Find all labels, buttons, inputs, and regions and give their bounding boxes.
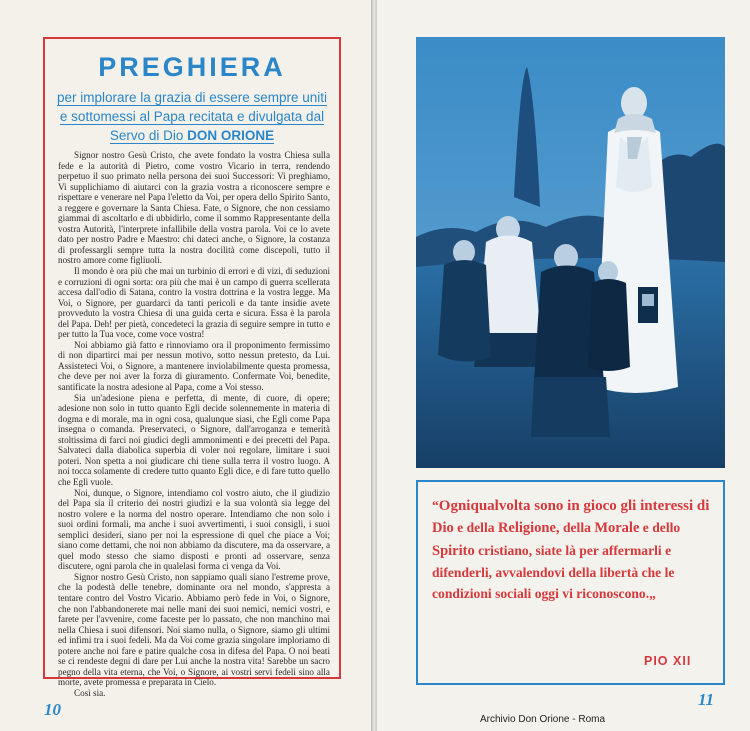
quote-segment: Morale (594, 520, 640, 537)
page-number-right: 11 (698, 690, 715, 709)
quote-open-mark: “ (432, 498, 439, 513)
prayer-paragraph: Signor nostro Gesù Cristo, non sappiamo quali siano l'estreme prove, che la podestà delle tenebre, dominante ora nel mondo, s'appresta a tentare contro del Vostro Vicario. Abbiamo però fede in Voi, o Signore, che non l'abbandonerete mai nelle mani dei suoi nemici, nemici vostri, e farete per l'avvenire, come faceste per lo passato, che non manchino mai nella Chiesa i suoi difensori. Noi siamo nulla, o Signore, siamo gli ultimi ed infimi tra i suoi fedeli. Ma da Voi come grazia singolare imploriamo di potere anche noi fare e patire qualche cosa in difesa del Papa. O noi beati se ci rendeste degni di dare per Lui anche la nostra vita! Sarebbe un sacro pegno della vita eterna, che Voi, o Signore, ai vostri servi fedeli sino alla morte, avete promessa e preparata in Cielo. (58, 571, 330, 688)
subtitle-line-3-prefix: Servo di Dio (109, 128, 188, 143)
quote-segment: e della (453, 520, 498, 536)
quote-segment: e dello (639, 520, 681, 536)
pius-xii-quote (432, 495, 717, 604)
prayer-paragraph: Noi, dunque, o Signore, intendiamo col vostro aiuto, che il giudizio del Papa sia il criterio dei nostri giudizi e la sua volontà sia legge del nostro volere e la norma del nostro operare. Intendiamo che non solo i suoi ordini formali, ma anche i suoi avvertimenti, i suoi consigli, i suoi semplici desideri, siano per noi la espressione di quel che piace a Voi; siano come dettami, che noi non abbiamo da discutere, ma da osservare, a quel modo stesso che siamo disposti e pronti ad osservare, senza discutere, ogni parola che in qualelasi forma ci venga da Voi. (58, 487, 330, 572)
prayer-title: PREGHIERA (98, 52, 286, 82)
subtitle-don-orione: DON ORIONE (187, 128, 275, 143)
pope-photo (416, 37, 725, 468)
quote-segment: Dio (432, 520, 454, 537)
archive-watermark: Archivio Don Orione - Roma (480, 714, 606, 725)
quote-segment: Spirito (432, 542, 475, 559)
quote-segment: Ogniqualvolta sono in gioco gli interessi di (438, 498, 710, 514)
prayer-text (58, 150, 330, 698)
prayer-closing: Così sia. (74, 687, 106, 698)
subtitle-line-1: per implorare la grazia di essere sempre uniti (56, 90, 328, 105)
quote-author: PIO XII (644, 654, 692, 668)
quote-segment: della (559, 520, 595, 536)
prayer-paragraph: Signor nostro Gesù Cristo, che avete fondato la vostra Chiesa sulla fede e la autorità di Pietro, come vostro Vicario in terra, rendendo perpetuo il suo primato nella persona dei suoi Successori: Vi preghiamo, Vi supplichiamo di aiutarci con la grazia vostra a riconoscere sempre e rispettare e venerare nel Papa l'eletto da Voi, per opera dello Spirito Santo, a reggere e governare la Santa Chiesa. Fate, o Signore, che non cessiamo giammai di ascoltarlo e di ubbidirlo, come il sommo Rappresentante della vostra Autorità, l'interprete infallibile della vostra parola. Voi ce lo avete dato per nostro Padre e Maestro: chi dateci anche, o Signore, la costanza di professargli sempre tutta la nostra docilità come discepoli, tutto il nostro amore come figliuoli. (58, 150, 330, 266)
prayer-paragraph: Sia un'adesione piena e perfetta, di mente, di cuore, di opere; adesione non solo in tutto quanto Egli decide solennemente in materia di dogma e di morale, ma in ogni cosa, qualunque siasi, che Egli come Papa insegna o comanda. Preservateci, o Signore, dall'arroganza e temerità stoltissima di farci noi giudici degli ammonimenti e dei precetti del Papa. Salvateci dalla diabolica superbia di voler noi regolare, limitare i suoi poteri. Non spetta a noi giudicare chi tiene sulla terra il vostro luogo. A noi tocca solamente di credere tutto quanto Egli dice, e di fare tutto quello che Egli vuole. (58, 392, 330, 487)
prayer-subtitle (56, 88, 328, 145)
quote-close-mark: „ (649, 586, 656, 602)
quote-segment: Religione, (497, 520, 560, 537)
subtitle-line-2: e sottomessi al Papa recitata e divulgata dal (59, 109, 325, 124)
prayer-paragraph: Noi abbiamo già fatto e rinnoviamo ora il proponimento fermissimo di non dipartirci mai per nessun motivo, sotto nessun pretesto, da Lui. Assisteteci Voi, o Signore, a mantenere inviolabilmente questa promessa, che deve per noi aver la forza di giuramento. Confermate Voi, benedite, santificate la nostra adesione al Papa, come a Voi stesso. (58, 339, 330, 393)
prayer-paragraph: Il mondo è ora più che mai un turbinio di errori e di vizi, di seduzioni e corruzioni di ogni sorta: ora più che mai è un campo di guerra scellerata accesa dall'odio di Satana, contro la vostra dottrina e la vostra legge. Ma Voi, o Signore, per guardarci da tanti pericoli e da tante insidie avete provveduto la vostra Chiesa di una guida certa e sicura. Essa è la parola del Papa. Deh! per pietà, concedeteci la grazia di seguire sempre in tutto e per tutto la Tua voce, come voce vostra! (58, 266, 330, 340)
quote-segment: cristiano, siate là per affermarli e difenderli, avvalendovi della libertà che le condizioni sociali oggi vi riconoscono. (432, 542, 675, 602)
page-number-left: 10 (44, 700, 61, 719)
pope-photo-illustration (416, 37, 725, 468)
